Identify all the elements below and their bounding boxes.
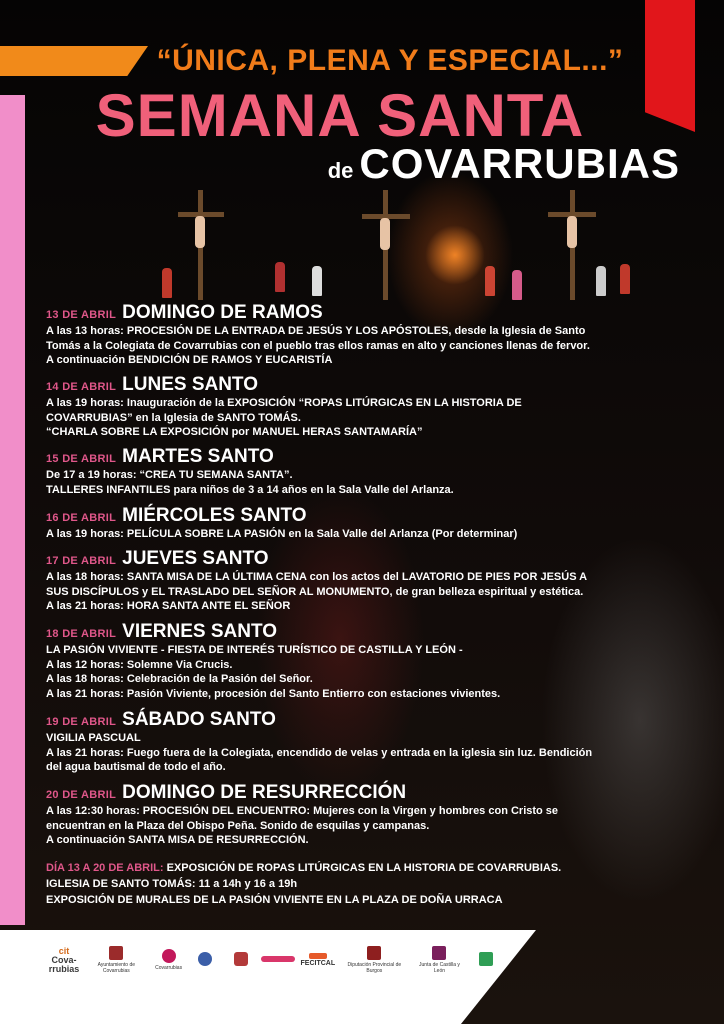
castle-icon bbox=[432, 946, 446, 960]
event-sabado-santo bbox=[46, 709, 666, 775]
shield-icon bbox=[367, 946, 381, 960]
emblem-icon bbox=[234, 952, 248, 966]
amigos-covarrubias-logo: Covarrubias bbox=[155, 949, 183, 971]
event-viernes-santo bbox=[46, 621, 666, 701]
event-date: 14 DE ABRIL bbox=[46, 381, 117, 393]
event-line: A las 18 horas: SANTA MISA DE LA ÚLTIMA CENA con los actos del LAVATORIO DE PIES POR JESÚS A bbox=[46, 571, 588, 583]
event-date: 15 DE ABRIL bbox=[46, 453, 117, 465]
exhibition-line: IGLESIA DE SANTO TOMÁS: 11 a 14h y 16 a 19h bbox=[46, 878, 298, 890]
event-line: A las 12:30 horas: PROCESIÓN DEL ENCUENTRO: Mujeres con la Virgen y hombres con Cristo se bbox=[46, 805, 559, 817]
event-day: VIERNES SANTO bbox=[122, 621, 277, 642]
event-domingo-ramos bbox=[46, 302, 666, 368]
sponsor-logo-5 bbox=[227, 952, 255, 968]
crucified-figure-left bbox=[195, 216, 205, 248]
sponsor-logo-4 bbox=[191, 952, 219, 968]
event-line: De 17 a 19 horas: “CREA TU SEMANA SANTA”. bbox=[46, 469, 293, 481]
event-line: A las 21 horas: HORA SANTA ANTE EL SEÑOR bbox=[46, 600, 291, 613]
junta-logo: Junta de Castilla y León bbox=[415, 946, 464, 974]
event-line: encuentran en la Plaza del Obispo Peña. Sonido de esquilas y campanas. bbox=[46, 819, 430, 832]
crucified-figure-center bbox=[380, 218, 390, 250]
event-line: VIGILIA PASCUAL bbox=[46, 732, 141, 744]
event-date: 18 DE ABRIL bbox=[46, 628, 117, 640]
event-date: 13 DE ABRIL bbox=[46, 309, 117, 321]
event-line: COVARRUBIAS” en la Iglesia de SANTO TOMÁS. bbox=[46, 411, 301, 424]
tagline: “ÚNICA, PLENA Y ESPECIAL...” bbox=[156, 44, 624, 77]
fecitcal-logo: FECITCAL bbox=[302, 953, 334, 967]
event-line: A las 19 horas: PELÍCULA SOBRE LA PASIÓN en la Sala Valle del Arlanza (Por determinar) bbox=[46, 528, 518, 540]
pink-side-bar-decoration bbox=[0, 95, 25, 925]
event-day: LUNES SANTO bbox=[122, 374, 258, 395]
event-day: DOMINGO DE RESURRECCIÓN bbox=[122, 782, 407, 803]
exhibition-line: EXPOSICIÓN DE ROPAS LITÚRGICAS EN LA HISTORIA DE COVARRUBIAS. bbox=[166, 862, 562, 874]
exhibition-line: EXPOSICIÓN DE MURALES DE LA PASIÓN VIVIENTE EN LA PLAZA DE DOÑA URRACA bbox=[46, 894, 503, 906]
diputacion-logo: Diputación Provincial de Burgos bbox=[342, 946, 407, 974]
event-line: A las 19 horas: Inauguración de la EXPOSICIÓN “ROPAS LITÚRGICAS EN LA HISTORIA DE bbox=[46, 397, 522, 409]
banner-icon bbox=[261, 956, 295, 962]
event-line: del agua bautismal de todo el año. bbox=[46, 761, 226, 774]
event-line: SUS DISCÍPULOS y EL TRASLADO DEL SEÑOR AL MONUMENTO, de gran belleza espiritual y estética. bbox=[46, 585, 584, 598]
main-title: SEMANA SANTA bbox=[95, 82, 585, 149]
event-day: SÁBADO SANTO bbox=[122, 709, 276, 730]
exhibition-note bbox=[46, 860, 686, 908]
exhibition-date-range: DÍA 13 A 20 DE ABRIL: bbox=[46, 862, 164, 874]
ayuntamiento-logo: Ayuntamiento de Covarrubias bbox=[86, 946, 147, 974]
event-line: A las 13 horas: PROCESIÓN DE LA ENTRADA DE JESÚS Y LOS APÓSTOLES, desde la Iglesia de Santo bbox=[46, 325, 586, 337]
sponsor-logo-10 bbox=[472, 952, 500, 968]
coat-of-arms-icon bbox=[109, 946, 123, 960]
event-martes-santo bbox=[46, 446, 666, 497]
sponsor-logos bbox=[50, 940, 500, 980]
event-line: A continuación SANTA MISA DE RESURRECCIÓN. bbox=[46, 834, 309, 847]
event-day: MARTES SANTO bbox=[122, 446, 274, 467]
event-date: 19 DE ABRIL bbox=[46, 716, 117, 728]
orange-bar-decoration bbox=[0, 46, 148, 76]
red-band-decoration bbox=[645, 0, 695, 132]
event-line: LA PASIÓN VIVIENTE - FIESTA DE INTERÉS TURÍSTICO DE CASTILLA Y LEÓN - bbox=[46, 644, 463, 656]
crucified-figure-right bbox=[567, 216, 577, 248]
event-line: A las 21 horas: Fuego fuera de la Colegiata, encendido de velas y entrada en la iglesia sin luz. Bendición bbox=[46, 746, 593, 759]
event-lunes-santo bbox=[46, 374, 666, 440]
event-line: A las 21 horas: Pasión Viviente, procesión del Santo Entierro con estaciones vivientes. bbox=[46, 687, 501, 700]
subtitle-de: de bbox=[327, 158, 354, 183]
event-miercoles-santo bbox=[46, 505, 666, 542]
event-line: A las 18 horas: Celebración de la Pasión del Señor. bbox=[46, 673, 313, 686]
event-line: Tomás a la Colegiata de Covarrubias con el pueblo tras ellos ramas en alto y canciones llenas de fervor. bbox=[46, 339, 590, 352]
event-date: 17 DE ABRIL bbox=[46, 555, 117, 567]
fire-glow bbox=[425, 225, 485, 285]
sponsor-logo-6 bbox=[263, 956, 294, 964]
fecitcal-mark-icon bbox=[309, 953, 327, 959]
event-line: A las 12 horas: Solemne Via Crucis. bbox=[46, 658, 233, 671]
seal-icon bbox=[198, 952, 212, 966]
event-line: A continuación BENDICIÓN DE RAMOS Y EUCARISTÍA bbox=[46, 354, 333, 367]
event-domingo-resurreccion bbox=[46, 782, 666, 848]
crucifixion-scene-image bbox=[140, 180, 660, 305]
event-date: 20 DE ABRIL bbox=[46, 789, 117, 801]
event-date: 16 DE ABRIL bbox=[46, 512, 117, 524]
event-day: MIÉRCOLES SANTO bbox=[122, 505, 307, 526]
event-jueves-santo bbox=[46, 548, 666, 614]
event-day: DOMINGO DE RAMOS bbox=[122, 302, 323, 323]
event-line: TALLERES INFANTILES para niños de 3 a 14 años en la Sala Valle del Arlanza. bbox=[46, 483, 454, 496]
event-line: “CHARLA SOBRE LA EXPOSICIÓN por MANUEL HERAS SANTAMARÍA” bbox=[46, 426, 423, 439]
circle-emblem-icon bbox=[162, 949, 176, 963]
covarrubias-logo: cit Cova- rrubias bbox=[48, 945, 80, 974]
tourism-icon bbox=[479, 952, 493, 966]
subtitle-place: COVARRUBIAS bbox=[359, 140, 680, 187]
event-day: JUEVES SANTO bbox=[122, 548, 269, 569]
